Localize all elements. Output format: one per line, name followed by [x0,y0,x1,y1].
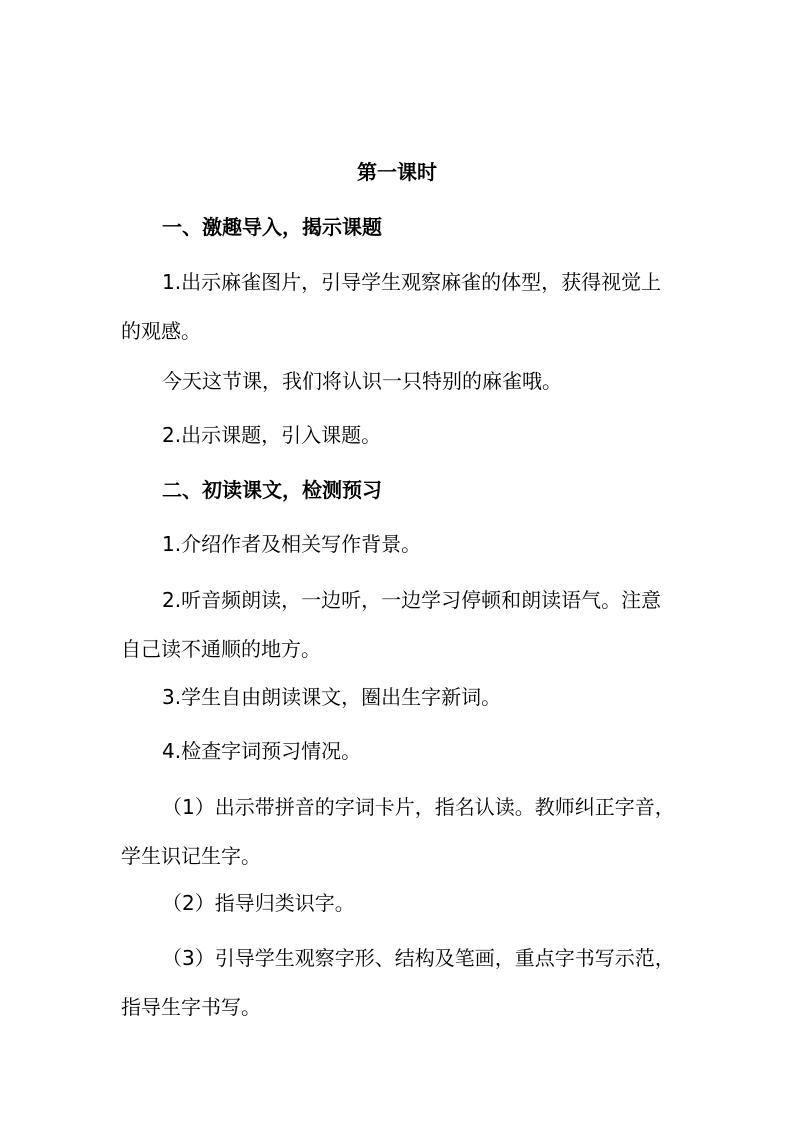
paragraph-6: 3.学生自由朗读课文，圈出生字新词。 [162,685,502,709]
paragraph-5: 2.听音频朗读，一边听，一边学习停顿和朗读语气。注意自己读不通顺的地方。 [121,588,662,661]
paragraph-10: （3）引导学生观察字形、结构及笔画，重点字书写示范，指导生字书写。 [121,946,675,1019]
paragraph-7: 4.检查字词预习情况。 [162,739,362,763]
paragraph-9: （2）指导归类识字。 [162,891,355,915]
paragraph-4: 1.介绍作者及相关写作背景。 [162,532,422,556]
paragraph-1: 1.出示麻雀图片，引导学生观察麻雀的体型，获得视觉上的观感。 [121,270,662,343]
paragraph-3: 2.出示课题，引入课题。 [162,423,382,447]
paragraph-8: （1）出示带拼音的字词卡片，指名认读。教师纠正字音，学生识记生字。 [121,795,675,868]
section-heading-2: 二、初读课文，检测预习 [162,478,382,502]
lesson-title: 第一课时 [357,160,437,184]
paragraph-2: 今天这节课，我们将认识一只特别的麻雀哦。 [162,369,562,393]
section-heading-1: 一、激趣导入，揭示课题 [162,215,382,239]
